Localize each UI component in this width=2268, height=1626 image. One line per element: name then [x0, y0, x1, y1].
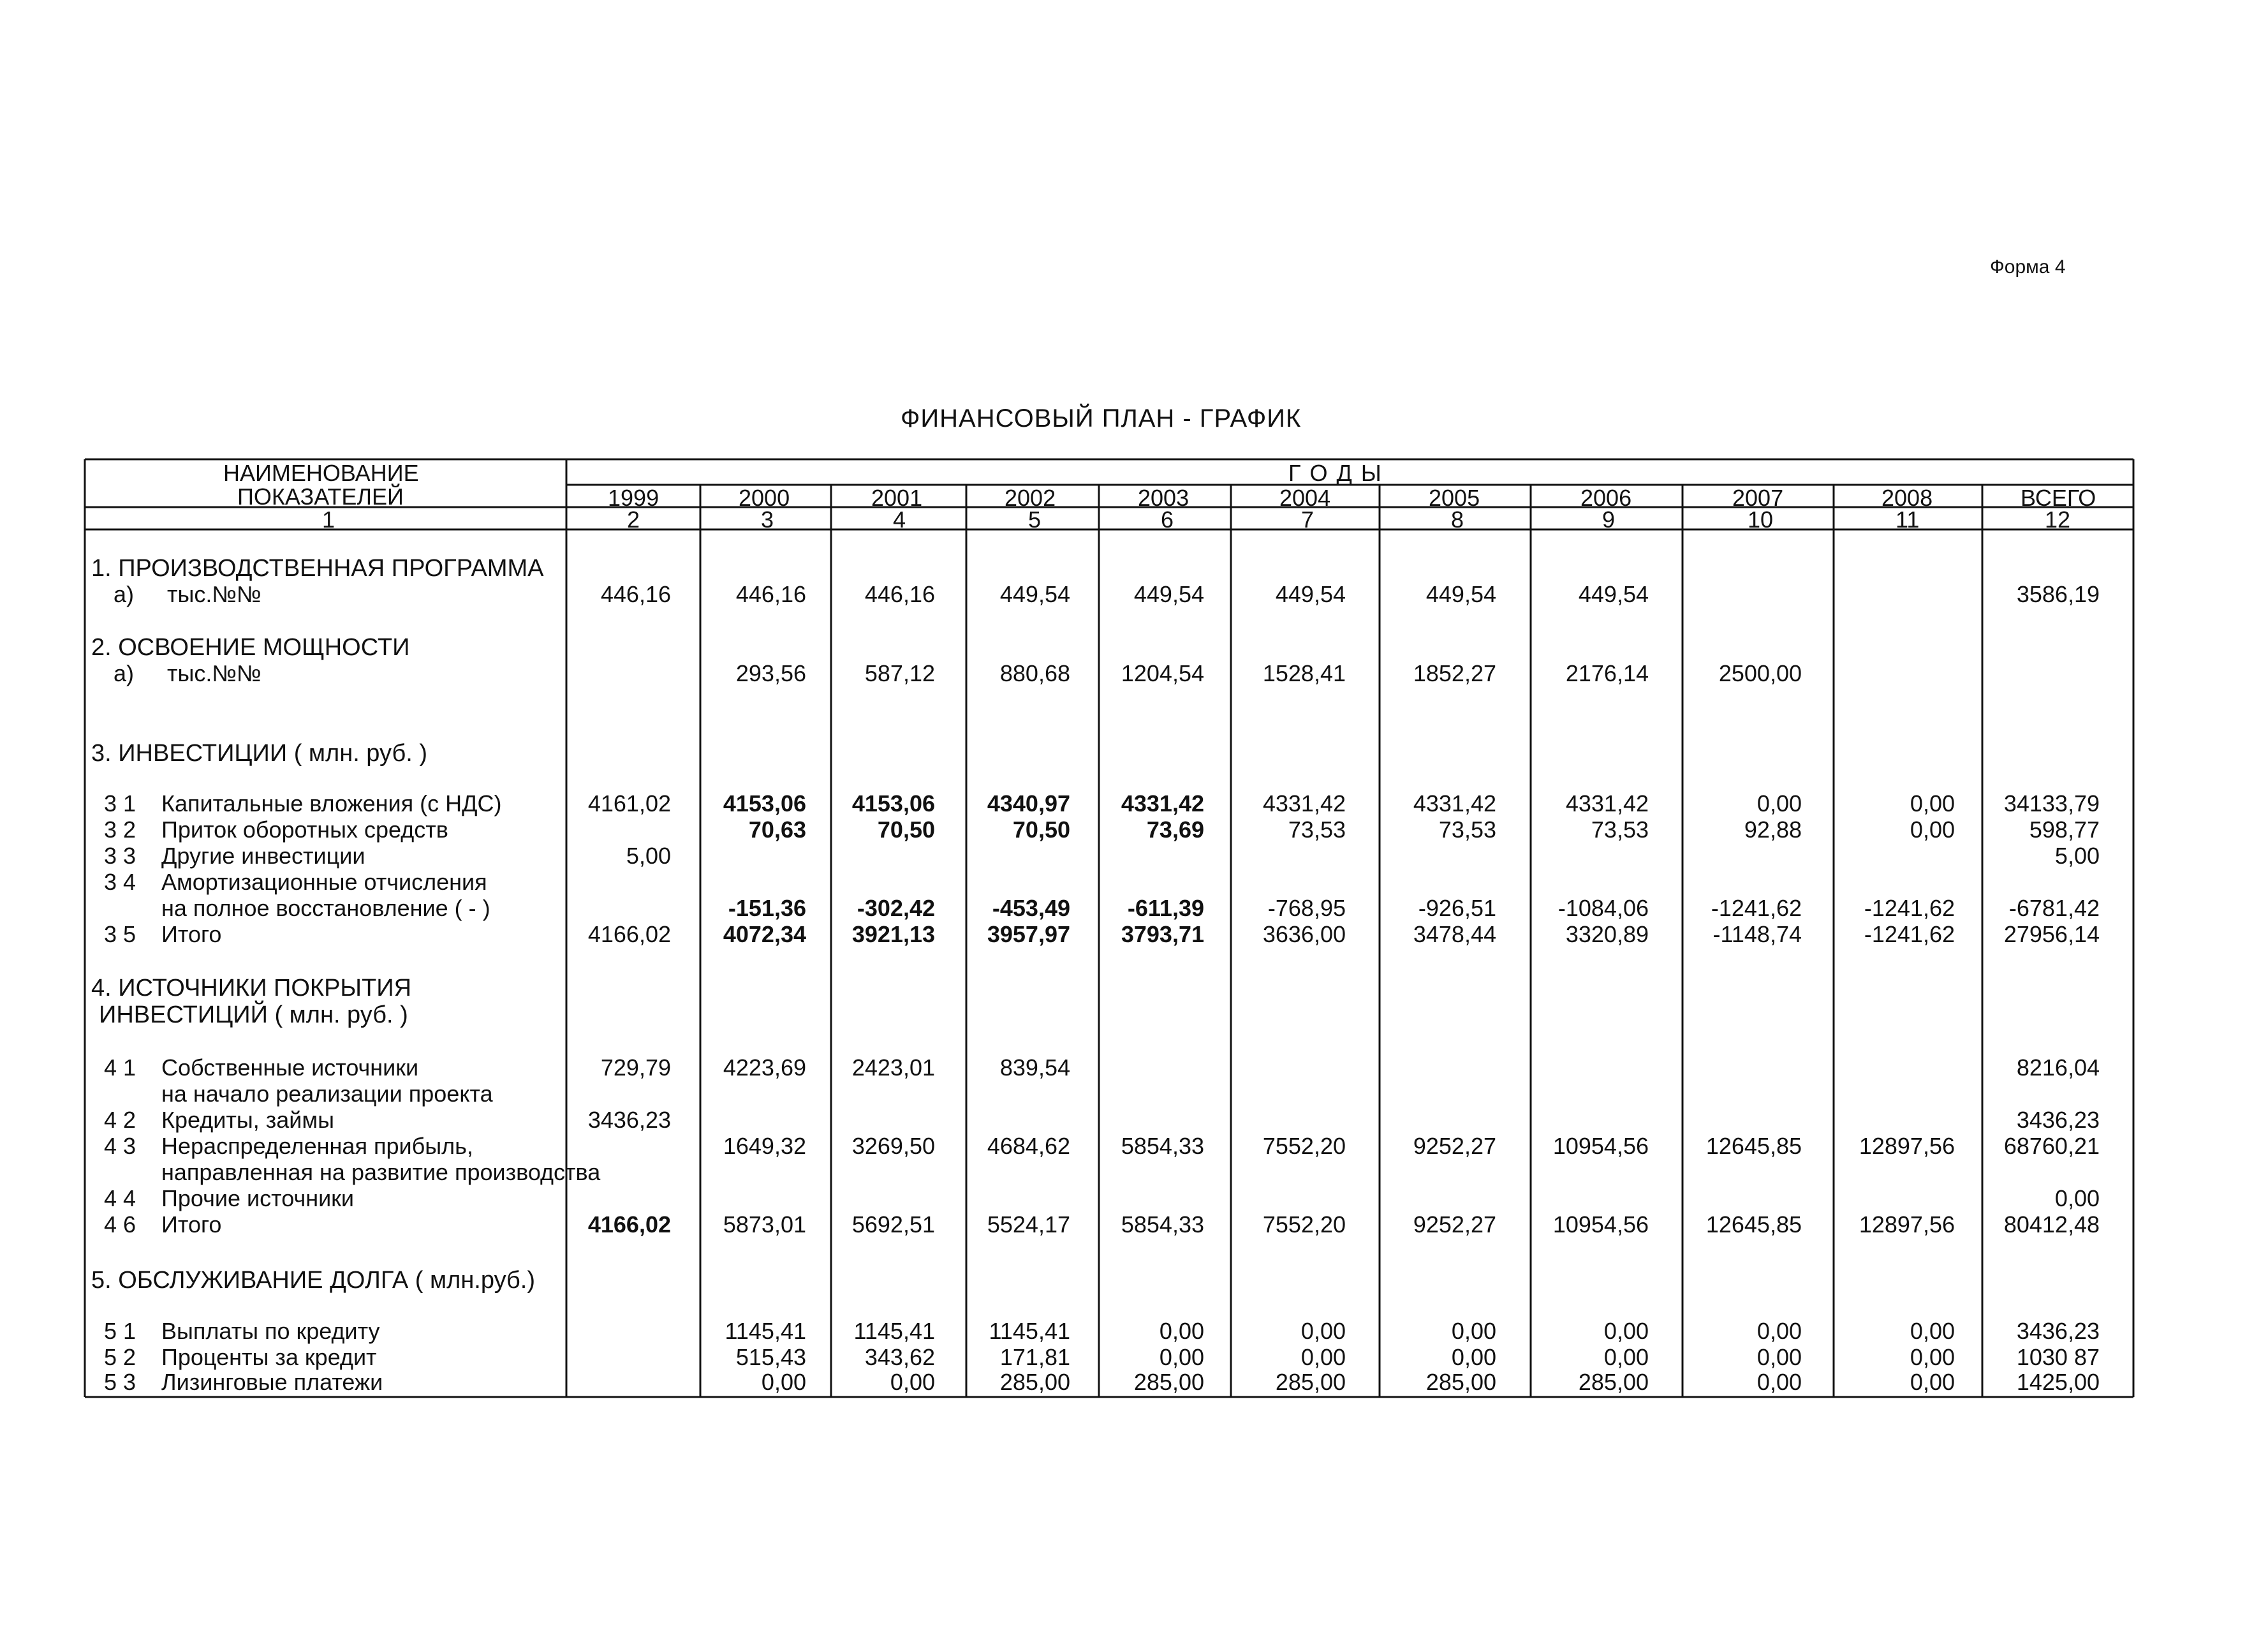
table-cell: 4340,97 [987, 790, 1070, 817]
table-cell: 73,53 [1591, 817, 1649, 843]
section-3-title: 3. ИНВЕСТИЦИИ ( млн. руб. ) [91, 740, 427, 767]
table-cell: 3793,71 [1121, 921, 1204, 947]
table-cell: -6781,42 [2008, 895, 2100, 921]
table-cell: 3478,44 [1413, 921, 1496, 947]
table-cell: 0,00 [1756, 1318, 1802, 1344]
table-cell: 27956,14 [2003, 921, 2100, 947]
table-cell: 7552,20 [1262, 1133, 1346, 1159]
row-label: Капитальные вложения (с НДС) [161, 790, 502, 817]
table-cell: 7552,20 [1262, 1211, 1346, 1238]
table-cell: 343,62 [864, 1344, 935, 1370]
table-cell: 3269,50 [851, 1133, 935, 1159]
table-cell: 5,00 [2054, 843, 2100, 869]
table-cell: 285,00 [1133, 1369, 1204, 1395]
table-cell: -151,36 [728, 895, 806, 921]
header-name-line2: ПОКАЗАТЕЛЕЙ [237, 484, 404, 510]
table-cell: 3957,97 [987, 921, 1070, 947]
table-cell: 4331,42 [1262, 790, 1346, 817]
table-cell: -1148,74 [1712, 921, 1802, 947]
row-code: 5 3 [104, 1369, 136, 1395]
header-num-6: 6 [1161, 506, 1174, 533]
header-col-2006: 2006 [1580, 485, 1632, 511]
row-code: 3 3 [104, 843, 136, 869]
header-num-1: 1 [322, 506, 335, 533]
table-cell: 5,00 [626, 843, 671, 869]
header-years-caption: Г О Д Ы [1288, 460, 1383, 486]
header-col-2002: 2002 [1005, 485, 1056, 511]
table-cell: 80412,48 [2003, 1211, 2100, 1238]
table-cell: 1145,41 [853, 1318, 935, 1344]
table-cell: 4153,06 [723, 790, 806, 817]
table-cell: 0,00 [1451, 1344, 1496, 1370]
table-cell: -1241,62 [1711, 895, 1802, 921]
table-cell: 73,53 [1288, 817, 1346, 843]
row-label: Итого [161, 1211, 222, 1238]
section-2-title: 2. ОСВОЕНИЕ МОЩНОСТИ [91, 634, 410, 661]
table-cell: 449,54 [1133, 581, 1204, 607]
table-cell: 293,56 [735, 660, 806, 686]
table-cell: 8216,04 [2016, 1054, 2100, 1081]
table-cell: 0,00 [761, 1369, 806, 1395]
table-cell: 1145,41 [989, 1318, 1070, 1344]
table-cell: 0,00 [2054, 1185, 2100, 1211]
row-label: Выплаты по кредиту [161, 1318, 380, 1344]
table-cell: 0,00 [1756, 1369, 1802, 1395]
header-num-3: 3 [761, 506, 774, 533]
table-cell: 12645,85 [1705, 1211, 1802, 1238]
table-cell: 3436,23 [2016, 1107, 2100, 1133]
header-num-9: 9 [1602, 506, 1616, 533]
table-cell: 446,16 [735, 581, 806, 607]
table-cell: 0,00 [1300, 1318, 1346, 1344]
table-cell: 285,00 [999, 1369, 1070, 1395]
table-cell: 3320,89 [1565, 921, 1649, 947]
table-cell: 285,00 [1275, 1369, 1346, 1395]
table-cell: 0,00 [1910, 1369, 1955, 1395]
table-cell: 2500,00 [1718, 660, 1802, 686]
row-label: Проценты за кредит [161, 1344, 377, 1370]
table-cell: 0,00 [1159, 1344, 1204, 1370]
table-cell: 449,54 [1275, 581, 1346, 607]
table-cell: -453,49 [992, 895, 1070, 921]
table-cell: 3436,23 [587, 1107, 671, 1133]
row-code: 4 2 [104, 1107, 136, 1133]
header-num-10: 10 [1748, 506, 1774, 533]
table-cell: 2423,01 [851, 1054, 935, 1081]
section-1-title: 1. ПРОИЗВОДСТВЕННАЯ ПРОГРАММА [91, 555, 544, 582]
table-cell: 285,00 [1578, 1369, 1649, 1395]
table-cell: 3921,13 [851, 921, 935, 947]
table-cell: 4331,42 [1413, 790, 1496, 817]
table-cell: 9252,27 [1413, 1133, 1496, 1159]
table-cell: 5854,33 [1121, 1211, 1204, 1238]
table-cell: 449,54 [1578, 581, 1649, 607]
row-label: Прочие источники [161, 1185, 355, 1211]
table-cell: 12897,56 [1859, 1133, 1955, 1159]
table-cell: 446,16 [600, 581, 671, 607]
table-cell: 3586,19 [2016, 581, 2100, 607]
table-cell: 70,63 [748, 817, 806, 843]
table-cell: 92,88 [1744, 817, 1802, 843]
row-label: тыс.№№ [167, 581, 261, 607]
table-cell: 10954,56 [1552, 1133, 1649, 1159]
table-cell: 449,54 [1425, 581, 1496, 607]
header-name-line1: НАИМЕНОВАНИЕ [223, 460, 419, 486]
header-num-5: 5 [1028, 506, 1042, 533]
table-cell: 0,00 [1910, 817, 1955, 843]
row-label: Другие инвестиции [161, 843, 365, 869]
row-code: 5 2 [104, 1344, 136, 1370]
row-code: 4 4 [104, 1185, 136, 1211]
table-cell: 0,00 [1603, 1344, 1649, 1370]
row-label: Итого [161, 921, 222, 947]
row-label: Лизинговые платежи [161, 1369, 383, 1395]
table-cell: 1425,00 [2016, 1369, 2100, 1395]
table-cell: 10954,56 [1552, 1211, 1649, 1238]
table-cell: -611,39 [1127, 895, 1204, 921]
table-cell: 0,00 [1910, 1344, 1955, 1370]
table-cell: -1084,06 [1557, 895, 1649, 921]
table-cell: 5692,51 [851, 1211, 935, 1238]
table-cell: -768,95 [1267, 895, 1346, 921]
row-code: 3 4 [104, 869, 136, 895]
table-cell: -1241,62 [1864, 895, 1955, 921]
row-code: 3 5 [104, 921, 136, 947]
table-cell: 1528,41 [1262, 660, 1346, 686]
row-code: 4 1 [104, 1054, 136, 1081]
table-cell: 5854,33 [1121, 1133, 1204, 1159]
table-cell: 0,00 [1300, 1344, 1346, 1370]
table-cell: 0,00 [1451, 1318, 1496, 1344]
header-col-2007: 2007 [1732, 485, 1784, 511]
table-cell: 449,54 [999, 581, 1070, 607]
row-label: Кредиты, займы [161, 1107, 334, 1133]
row-label: Нераспределенная прибыль, [161, 1133, 473, 1159]
section-4-title-line2: ИНВЕСТИЦИЙ ( млн. руб. ) [99, 1001, 408, 1028]
table-cell: 4166,02 [587, 1211, 671, 1238]
header-col-1999: 1999 [608, 485, 659, 511]
table-cell: 4684,62 [987, 1133, 1070, 1159]
row-code: 4 6 [104, 1211, 136, 1238]
table-cell: 0,00 [890, 1369, 935, 1395]
table-cell: 839,54 [999, 1054, 1070, 1081]
header-num-2: 2 [627, 506, 640, 533]
table-cell: 12897,56 [1859, 1211, 1955, 1238]
table-cell: 880,68 [999, 660, 1070, 686]
row-code: 3 1 [104, 790, 136, 817]
row-label: Собственные источники [161, 1054, 419, 1081]
table-cell: 3436,23 [2016, 1318, 2100, 1344]
row-code: 4 3 [104, 1133, 136, 1159]
table-cell: 446,16 [864, 581, 935, 607]
row-code: а) [114, 581, 135, 607]
table-cell: 598,77 [2029, 817, 2100, 843]
header-col-2004: 2004 [1279, 485, 1331, 511]
row-label: Приток оборотных средств [161, 817, 448, 843]
table-cell: 9252,27 [1413, 1211, 1496, 1238]
table-cell: 285,00 [1425, 1369, 1496, 1395]
table-cell: 4161,02 [587, 790, 671, 817]
page-title: ФИНАНСОВЫЙ ПЛАН - ГРАФИК [901, 404, 1302, 432]
header-num-12: 12 [2045, 506, 2071, 533]
row-code: 3 2 [104, 817, 136, 843]
table-cell: 4153,06 [851, 790, 935, 817]
section-5-title: 5. ОБСЛУЖИВАНИЕ ДОЛГА ( млн.руб.) [91, 1267, 535, 1294]
table-cell: 515,43 [735, 1344, 806, 1370]
header-num-11: 11 [1896, 506, 1920, 533]
table-cell: 729,79 [600, 1054, 671, 1081]
section-4-title-line1: 4. ИСТОЧНИКИ ПОКРЫТИЯ [91, 975, 412, 1001]
table-cell: 0,00 [1603, 1318, 1649, 1344]
table-cell: 4331,42 [1121, 790, 1204, 817]
table-cell: 0,00 [1910, 790, 1955, 817]
table-cell: 0,00 [1910, 1318, 1955, 1344]
header-num-7: 7 [1301, 506, 1314, 533]
table-cell: 68760,21 [2003, 1133, 2100, 1159]
table-cell: 73,69 [1146, 817, 1204, 843]
table-cell: 4166,02 [587, 921, 671, 947]
table-cell: -302,42 [857, 895, 935, 921]
row-label-continuation: на полное восстановление ( - ) [161, 895, 490, 921]
header-col-2008: 2008 [1881, 485, 1933, 511]
table-cell: 1852,27 [1413, 660, 1496, 686]
table-cell: -926,51 [1418, 895, 1496, 921]
table-cell: 0,00 [1756, 790, 1802, 817]
row-label: тыс.№№ [167, 660, 261, 686]
table-cell: 4331,42 [1565, 790, 1649, 817]
header-col-2001: 2001 [871, 485, 923, 511]
table-cell: 12645,85 [1705, 1133, 1802, 1159]
header-col-2003: 2003 [1138, 485, 1189, 511]
table-cell: 5524,17 [987, 1211, 1070, 1238]
table-cell: 73,53 [1438, 817, 1496, 843]
table-cell: 4223,69 [723, 1054, 806, 1081]
row-code: 5 1 [104, 1318, 136, 1344]
table-cell: 1145,41 [725, 1318, 806, 1344]
table-cell: 1204,54 [1121, 660, 1204, 686]
table-cell: 5873,01 [723, 1211, 806, 1238]
table-cell: 1649,32 [723, 1133, 806, 1159]
table-cell: 34133,79 [2003, 790, 2100, 817]
header-col-2005: 2005 [1429, 485, 1480, 511]
table-cell: 0,00 [1756, 1344, 1802, 1370]
header-col-total: ВСЕГО [2021, 485, 2096, 511]
row-label: Амортизационные отчисления [161, 869, 487, 895]
table-cell: -1241,62 [1864, 921, 1955, 947]
table-cell: 1030 87 [2016, 1344, 2100, 1370]
table-cell: 0,00 [1159, 1318, 1204, 1344]
header-col-2000: 2000 [739, 485, 790, 511]
row-label-continuation: направленная на развитие производства [161, 1159, 601, 1185]
table-cell: 4072,34 [723, 921, 806, 947]
table-cell: 171,81 [999, 1344, 1070, 1370]
header-num-8: 8 [1451, 506, 1464, 533]
table-cell: 2176,14 [1565, 660, 1649, 686]
form-number: Форма 4 [1990, 256, 2066, 277]
table-cell: 70,50 [1012, 817, 1070, 843]
row-code: а) [114, 660, 135, 686]
table-cell: 70,50 [877, 817, 935, 843]
header-num-4: 4 [893, 506, 906, 533]
table-cell: 587,12 [864, 660, 935, 686]
table-cell: 3636,00 [1262, 921, 1346, 947]
row-label-continuation: на начало реализации проекта [161, 1081, 493, 1107]
